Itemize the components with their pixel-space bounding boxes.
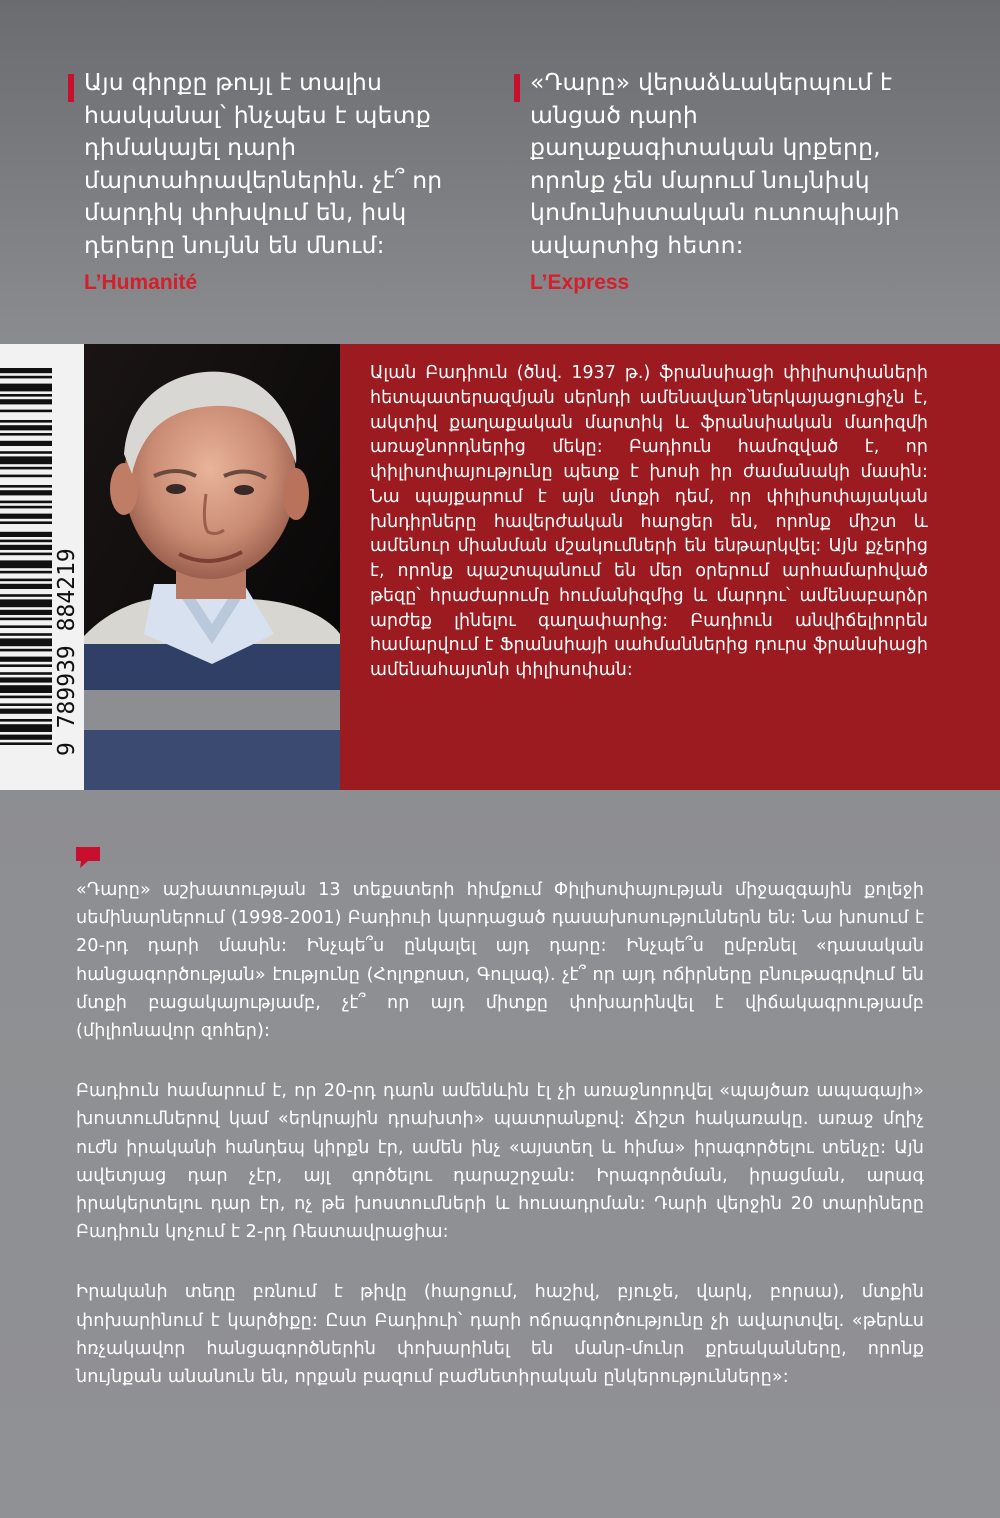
quote-express xyxy=(530,66,930,295)
barcode-bars xyxy=(0,368,52,745)
barcode-bar xyxy=(0,376,52,379)
barcode-bar xyxy=(0,696,52,699)
barcode-bar xyxy=(0,514,52,519)
barcode-bar xyxy=(0,677,52,682)
barcode-bar xyxy=(0,560,52,568)
barcode-bar xyxy=(0,638,52,646)
barcode-bar xyxy=(0,501,52,504)
barcode-bar xyxy=(0,709,52,714)
speech-bubble-icon xyxy=(76,847,102,873)
barcode-bar xyxy=(0,685,52,693)
barcode-bar xyxy=(0,441,52,446)
barcode-bar xyxy=(0,649,52,652)
barcode-bar xyxy=(0,456,52,464)
quote-source: L’Express xyxy=(530,271,630,294)
barcode-bar xyxy=(0,724,52,732)
barcode-bar xyxy=(0,735,52,740)
author-section xyxy=(0,344,1000,790)
barcode-bar xyxy=(0,657,52,662)
barcode-bar xyxy=(0,672,52,675)
barcode-bar xyxy=(0,467,52,470)
barcode-bar xyxy=(0,506,52,509)
author-bio xyxy=(340,344,1000,790)
barcode-bar xyxy=(0,633,52,636)
barcode-bar xyxy=(0,490,52,495)
barcode-bar xyxy=(0,571,52,574)
barcode-bar xyxy=(0,579,52,582)
quote-text: «Դարը» վերաձևակերպում է անցած դարի քաղաքագիտական կրքերը, որոնք չեն մարում նույնիսկ կոմունիստական ուտոպիայի ավարտից հետո: xyxy=(530,68,900,259)
description-paragraph: «Դարը» աշխատության 13 տեքստերի հիմքում Փիլիսոփայության միջազգային քոլեջի սեմինարներում (1998-2001) Բադիուի կարդացած դասախոսություններն են: Նա խոսում է 20-րդ դարի մասին: Ինչպե՞ս ընկալել այդ դարը: Ինչպե՞ս ըմբռնել «դասական հանցագործության» էությունը (Հոլոքոստ, Գուլագ). չէ՞ որ այդ ոճիրները բնութագրվում են մտքի բացակայությամբ, չէ՞ որ այդ միտքը փոխարինվել է վիճակագրությամբ (միլիոնավոր զոհեր): xyxy=(76,880,924,1042)
quote-marker-bar xyxy=(68,74,74,102)
barcode-bar xyxy=(0,584,52,589)
barcode-bar xyxy=(0,475,52,478)
description-paragraph: Իրականի տեղը բռնում է թիվը (հարցում, հաշիվ, բյուջե, վարկ, բորսա), մտքին փոխարինում է կարծիքը: Ըստ Բադիուի՝ դարի ոճրագործությունը չի ավարտվել. «թերևս հռչակավոր հանցագործներին փոխարինել են մանր-մունր քրեականները, որոնք նույնքան անանուն են, որքան բազում բաժնետիրական ընկերությունները»: xyxy=(76,1282,924,1388)
barcode-bar xyxy=(0,618,52,621)
barcode-bar xyxy=(0,553,52,556)
barcode-bar xyxy=(0,451,52,454)
quote-source: L’Humanité xyxy=(84,271,198,294)
quote-text: Այս գիրքը թույլ է տալիս հասկանալ՝ ինչպես է պետք դիմակայել դարի մարտահրավերներին. չէ՞ որ մարդիկ փոխվում են, իսկ դերերը նույնն են մնում: xyxy=(84,68,443,259)
description-paragraph: Բադիուն համարում է, որ 20-րդ դարն ամենևին էլ չի առաջնորդվել «պայծառ ապագայի» խոստումներով կամ «երկրային դրախտի» պատրանքով: Ճիշտ հակառակը. առաջ մղիչ ուժն իրականի հանդեպ կիրքն էր, ամեն ինչ «այստեղ և հիմա» իրագործելու տենչը: Այն ավետյաց դար չէր, այլ գործելու դարաշրջան: Իրագործման, իրացման, արագ իրակերտելու դար էր, ոչ թե խոստումների և հուսադրման: Դարի վերջին 20 տարիները Բադիուն կոչում է 2-րդ Ռեստավրացիա: xyxy=(76,1081,924,1243)
barcode-bar xyxy=(0,368,52,373)
barcode-bar xyxy=(0,485,52,488)
review-quotes xyxy=(0,66,1000,326)
barcode-bar xyxy=(0,719,52,722)
quote-marker-bar xyxy=(514,74,520,102)
book-description xyxy=(76,876,924,1423)
barcode-bar xyxy=(0,594,52,597)
barcode-digits: 9 789939 884219 xyxy=(54,548,80,756)
barcode-bar xyxy=(0,742,52,745)
quote-humanite xyxy=(84,66,484,295)
barcode-bar xyxy=(0,521,52,524)
barcode-bar xyxy=(0,703,52,706)
barcode-bar xyxy=(0,664,52,667)
barcode-bar xyxy=(0,625,52,628)
barcode-bar xyxy=(0,425,52,430)
barcode-bar xyxy=(0,540,52,543)
barcode-bar xyxy=(0,545,52,550)
barcode-bar xyxy=(0,610,52,615)
isbn-barcode xyxy=(0,344,84,790)
barcode-bar xyxy=(0,399,52,404)
barcode-bar xyxy=(0,532,52,537)
barcode-bar xyxy=(0,410,52,413)
barcode-bar xyxy=(0,384,52,392)
barcode-bar xyxy=(0,420,52,423)
barcode-bar xyxy=(0,599,52,607)
bio-text: Ալան Բադիուն (ծնվ. 1937 թ.) ֆրանսիացի փիլիսոփաների հետպատերազմյան սերնդի ամենավառ՝ներկայացուցիչն է, ակտիվ քաղաքական մարտիկ և ֆրանսիական մաոիզմի առաջնորդներից մեկը: Բադիուն համոզված է, որ փիլիսոփայությունը պետք է խոսի իր ժամանակի մասին: Նա պայքարում է այն մտքի դեմ, որ փիլիսոփայական խնդիրները հավերժական հարցեր են, որոնք միշտ և ամենուր միանման մշակումների են ենթարկվել: Այն քչերից է, որոնք պաշտպանում են մեր օրերում արհամարհված թեզը՝ հրաժարումը հումանիզմից և մարդու՝ ամենաբարձր արժեք լինելու գաղափարից: Բադիուն անվիճելիորեն համարվում է Ֆրանսիայի սահմաններից դուրս ֆրանսիացի ամենահայտնի փիլիսոփան: xyxy=(370,363,928,680)
barcode-bar xyxy=(0,394,52,397)
barcode-bar xyxy=(0,433,52,436)
author-photo xyxy=(84,344,340,790)
